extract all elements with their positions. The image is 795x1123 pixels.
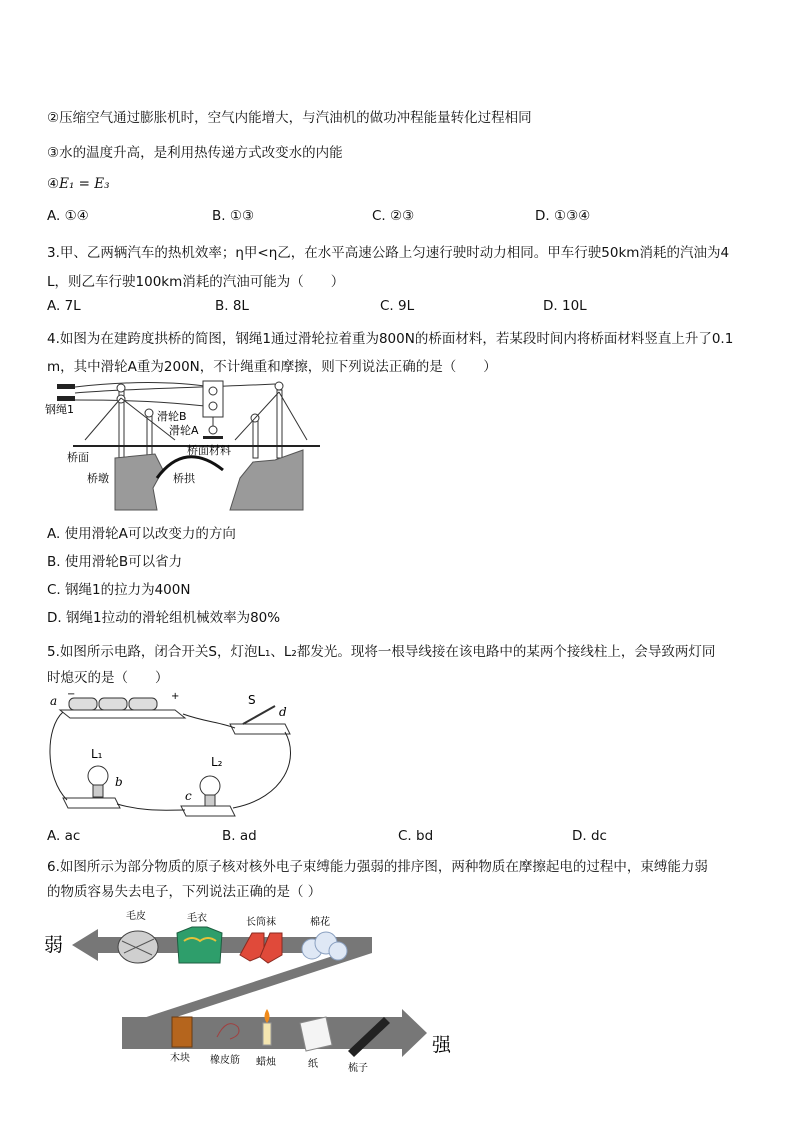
label-deck: 桥面	[67, 451, 89, 464]
sweater-icon	[177, 927, 222, 963]
label-pulley-a: 滑轮A	[169, 424, 199, 437]
item-comb-label: 梳子	[348, 1063, 368, 1074]
q3-option-a: A. 7L	[47, 298, 81, 314]
q4-option-a: A. 使用滑轮A可以改变力的方向	[47, 526, 236, 542]
rope-anchor	[57, 384, 75, 389]
q3-option-b: B. 8L	[215, 298, 249, 314]
q2-option-c: C. ②③	[372, 208, 415, 224]
strong-label: 强	[432, 1034, 452, 1056]
cotton-icon	[302, 932, 347, 960]
bridge-figure	[45, 378, 325, 513]
q4-stem-line1: 4.如图为在建跨度拱桥的简图，钢绳1通过滑轮拉着重为800N的桥面材料，若某段时间内将桥面材料竖直上升了0.1	[47, 331, 734, 347]
candle-icon	[263, 1009, 271, 1045]
label-arch: 桥拱	[173, 472, 195, 485]
label-material: 桥面材料	[187, 444, 231, 457]
statement-4	[47, 176, 110, 192]
q2-option-b: B. ①③	[212, 208, 255, 224]
lamp-l1: L₁	[91, 747, 103, 761]
terminal-a: a	[50, 694, 58, 708]
paper-icon	[300, 1017, 332, 1051]
rope-anchor	[57, 396, 75, 401]
q5-option-d: D. dc	[572, 828, 607, 844]
q6-stem-line2: 的物质容易失去电子，下列说法正确的是（ ）	[47, 884, 322, 900]
q5-stem-line2: 时熄灭的是（ ）	[47, 670, 169, 686]
statement-4-formula: E₁ = E₃	[59, 176, 110, 192]
item-candle-label: 蜡烛	[256, 1057, 276, 1068]
q4-option-c: C. 钢绳1的拉力为400N	[47, 582, 191, 598]
q4-option-b: B. 使用滑轮B可以省力	[47, 554, 183, 570]
q6-stem-line1: 6.如图所示为部分物质的原子核对核外电子束缚能力强弱的排序图，两种物质在摩擦起电的过程中，束缚能力弱	[47, 859, 708, 875]
circuit-figure	[45, 688, 305, 828]
q3-option-c: C. 9L	[380, 298, 415, 314]
lamp-l2: L₂	[211, 755, 223, 769]
q4-option-d: D. 钢绳1拉动的滑轮组机械效率为80%	[47, 610, 281, 626]
q5-option-a: A. ac	[47, 828, 81, 844]
item-sweater-label: 毛衣	[187, 913, 207, 924]
terminal-d: d	[279, 705, 287, 719]
q5-stem-line1: 5.如图所示电路，闭合开关S，灯泡L₁、L₂都发光。现将一根导线接在该电路中的某两个接线柱上，会导致两灯同	[47, 644, 716, 660]
q4-stem-line2: m，其中滑轮A重为200N，不计绳重和摩擦，则下列说法正确的是（ ）	[47, 359, 497, 375]
label-pulley-b: 滑轮B	[157, 410, 187, 423]
q2-option-d: D. ①③④	[535, 208, 591, 224]
label-rope: 钢绳1	[45, 403, 74, 416]
item-rubber-band-label: 橡皮筋	[210, 1055, 240, 1066]
q3-stem-line1: 3.甲、乙两辆汽车的热机效率；η甲<η乙，在水平高速公路上匀速行驶时动力相同。甲车行驶50km消耗的汽油为4	[47, 245, 730, 261]
switch-s: S	[248, 693, 256, 707]
weak-label: 弱	[44, 934, 64, 956]
statement-2: ②压缩空气通过膨胀机时，空气内能增大，与汽油机的做功冲程能量转化过程相同	[47, 110, 532, 126]
terminal-c: c	[185, 789, 192, 803]
item-fur-label: 毛皮	[126, 911, 146, 922]
battery-plus: +	[171, 691, 180, 702]
statement-3: ③水的温度升高，是利用热传递方式改变水的内能	[47, 145, 343, 161]
q2-option-a: A. ①④	[47, 208, 89, 224]
item-cotton-label: 棉花	[310, 917, 330, 928]
triboelectric-figure	[42, 905, 462, 1080]
wood-block-icon	[172, 1017, 192, 1047]
q3-option-d: D. 10L	[543, 298, 587, 314]
q3-stem-line2: L，则乙车行驶100km消耗的汽油可能为（ ）	[47, 274, 345, 290]
fur-icon	[118, 931, 158, 963]
item-wood-label: 木块	[170, 1053, 190, 1064]
q5-option-b: B. ad	[222, 828, 257, 844]
battery-minus: −	[67, 689, 76, 700]
terminal-b: b	[115, 775, 123, 789]
q5-option-c: C. bd	[398, 828, 434, 844]
statement-4-prefix: ④	[47, 176, 60, 192]
item-stockings-label: 长筒袜	[246, 917, 276, 928]
item-paper-label: 纸	[308, 1059, 318, 1070]
label-pier: 桥墩	[87, 472, 109, 485]
